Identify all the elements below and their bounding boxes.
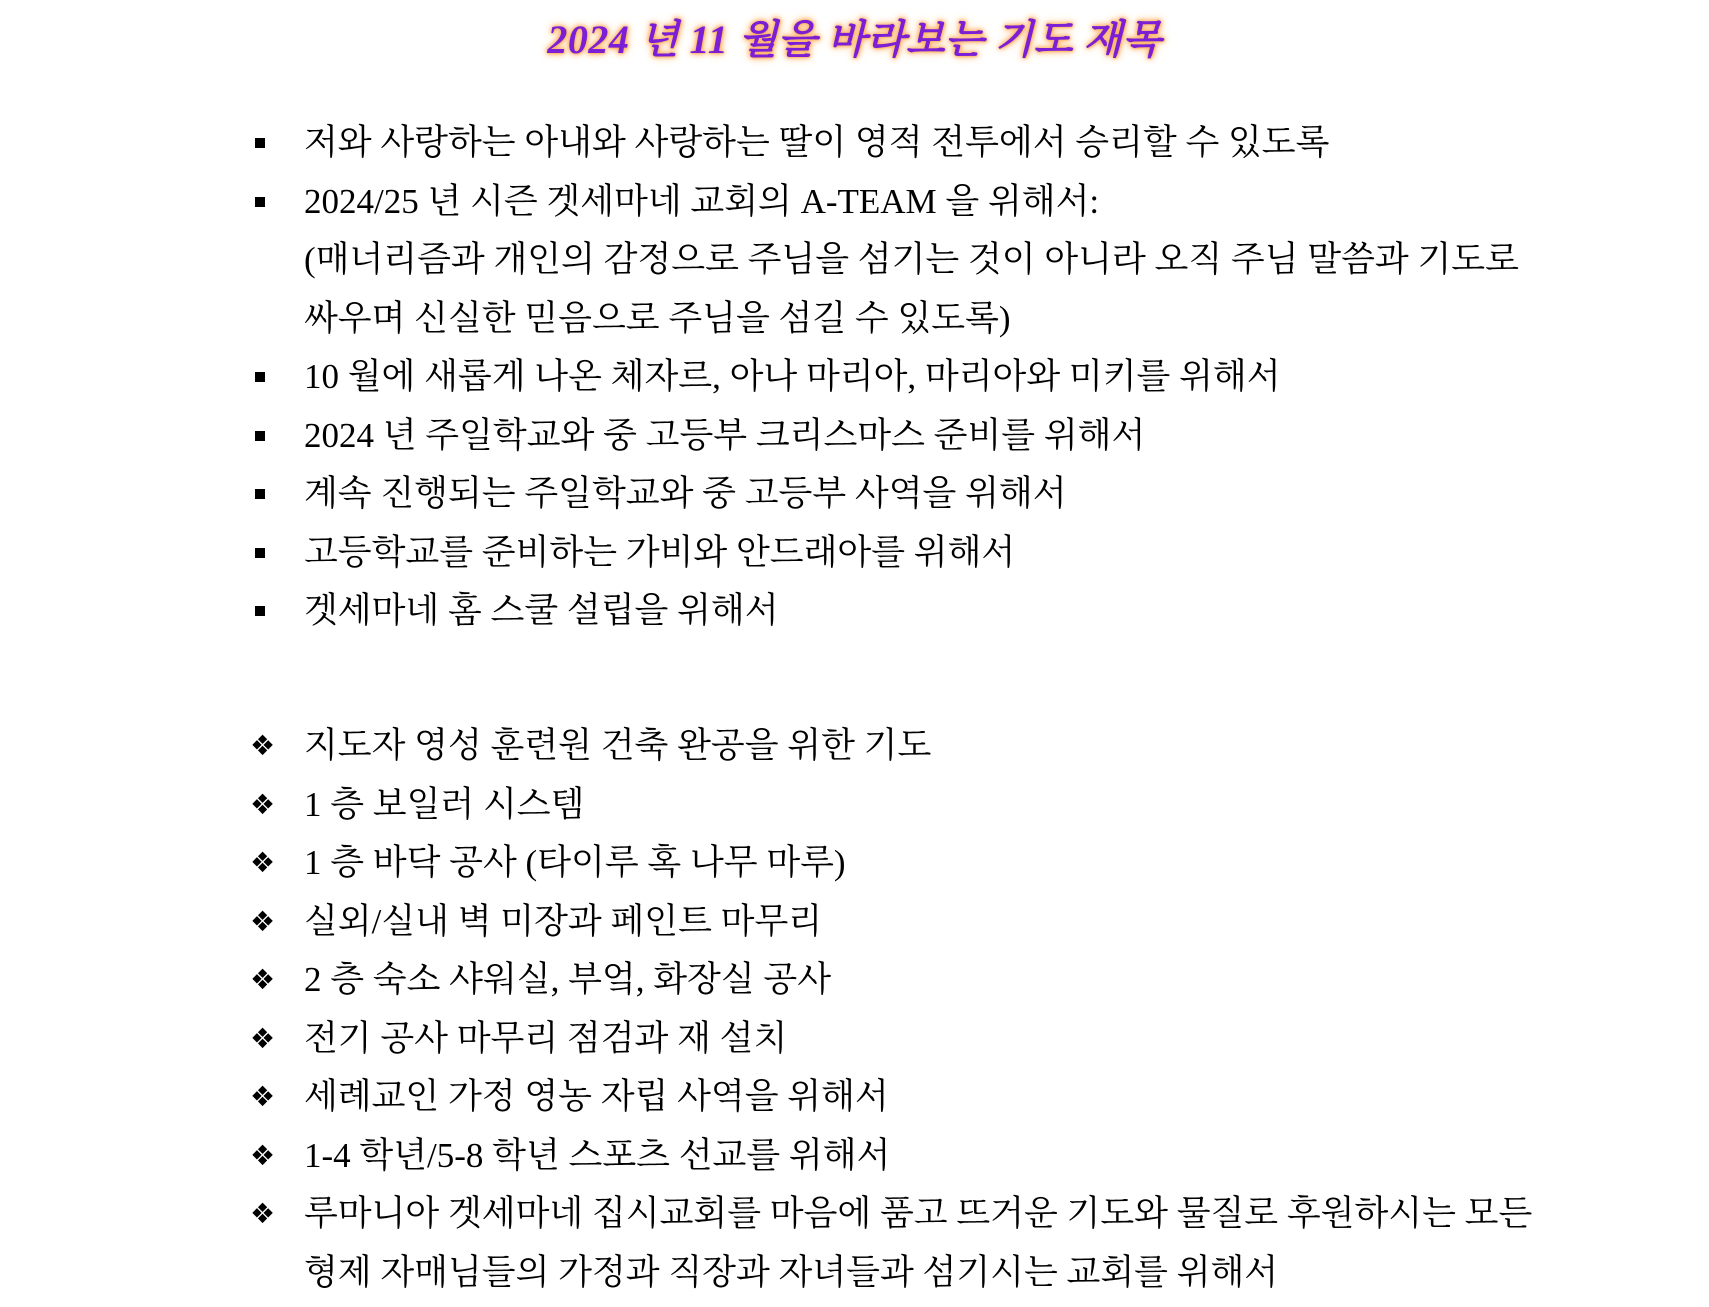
list-item bbox=[252, 524, 1572, 583]
square-bullet-icon bbox=[255, 372, 265, 382]
list-item-line: 10 월에 새롭게 나온 체자르, 아나 마리아, 마리아와 미키를 위해서 bbox=[304, 357, 1281, 396]
list-item-text bbox=[304, 776, 1572, 835]
four-diamond-bullet-icon: ❖ bbox=[250, 846, 276, 880]
list-item-text bbox=[304, 524, 1572, 583]
list-item-line: 2024/25 년 시즌 겟세마네 교회의 A-TEAM 을 위해서: bbox=[304, 181, 1100, 221]
list-item bbox=[252, 1010, 1572, 1069]
list-item-line: 겟세마네 홈 스쿨 설립을 위해서 bbox=[304, 591, 779, 630]
list-item-line: 형제 자매님들의 가정과 직장과 자녀들과 섬기시는 교회를 위해서 bbox=[304, 1252, 1279, 1292]
list-item-text bbox=[304, 1068, 1572, 1127]
four-diamond-bullet-icon bbox=[252, 776, 304, 835]
list-item bbox=[252, 1068, 1572, 1127]
list-item bbox=[252, 1185, 1572, 1302]
list-item-line: 실외/실내 벽 미장과 페인트 마무리 bbox=[304, 901, 823, 941]
four-diamond-bullet-icon: ❖ bbox=[250, 1138, 276, 1172]
page-title: 2024 년 11 월을 바라보는 기도 재목 bbox=[547, 17, 1162, 62]
four-diamond-bullet-icon bbox=[252, 893, 304, 952]
list-item bbox=[252, 348, 1572, 407]
square-bullet-icon bbox=[255, 431, 265, 441]
four-diamond-bullet-icon bbox=[252, 717, 304, 776]
list-item-line: 계속 진행되는 주일학교와 중 고등부 사역을 위해서 bbox=[304, 474, 1067, 513]
list-item bbox=[252, 582, 1572, 641]
square-bullet-icon bbox=[255, 548, 265, 558]
four-diamond-bullet-icon: ❖ bbox=[250, 1197, 276, 1231]
square-bullet-icon bbox=[255, 197, 265, 207]
square-bullet-icon bbox=[252, 348, 304, 407]
four-diamond-bullet-icon: ❖ bbox=[250, 963, 276, 997]
square-bullet-icon bbox=[252, 173, 304, 232]
list-item-line: 1 층 바닥 공사 (타이루 혹 나무 마루) bbox=[304, 843, 846, 882]
list-item-text bbox=[304, 348, 1572, 407]
list-item bbox=[252, 465, 1572, 524]
list-item bbox=[252, 114, 1572, 173]
square-bullet-icon bbox=[255, 138, 265, 148]
square-bullet-icon bbox=[252, 114, 304, 173]
list-item-text bbox=[304, 893, 1572, 952]
square-bullet-icon bbox=[255, 606, 265, 616]
list-item-line: 지도자 영성 훈련원 건축 완공을 위한 기도 bbox=[304, 726, 932, 765]
four-diamond-bullet-icon: ❖ bbox=[250, 729, 276, 763]
list-item-line: 고등학교를 준비하는 가비와 안드래아를 위해서 bbox=[304, 532, 1016, 572]
square-bullet-icon bbox=[252, 524, 304, 583]
list-item-line: 루마니아 겟세마네 집시교회를 마음에 품고 뜨거운 기도와 물질로 후원하시는 모든 bbox=[304, 1194, 1533, 1233]
list-item bbox=[252, 776, 1572, 835]
four-diamond-bullet-icon: ❖ bbox=[250, 787, 276, 821]
prayer-list-personal bbox=[252, 114, 1572, 641]
list-item-line: 싸우며 신실한 믿음으로 주님을 섬길 수 있도록) bbox=[304, 298, 1011, 338]
four-diamond-bullet-icon: ❖ bbox=[250, 1080, 276, 1114]
list-item bbox=[252, 173, 1572, 349]
list-item-text bbox=[304, 1010, 1572, 1069]
list-item-text bbox=[304, 582, 1572, 641]
list-item-text bbox=[304, 834, 1572, 893]
list-item-line: 세례교인 가정 영농 자립 사역을 위해서 bbox=[304, 1077, 889, 1116]
four-diamond-bullet-icon bbox=[252, 1185, 304, 1244]
list-item bbox=[252, 1127, 1572, 1186]
list-item bbox=[252, 893, 1572, 952]
square-bullet-icon bbox=[252, 582, 304, 641]
list-item-text bbox=[304, 1185, 1572, 1302]
list-item-line: (매너리즘과 개인의 감정으로 주님을 섬기는 것이 아니라 오직 주님 말씀과 기도로 bbox=[304, 240, 1519, 279]
square-bullet-icon bbox=[255, 489, 265, 499]
list-item-text bbox=[304, 114, 1572, 173]
list-item-line: 2 층 숙소 샤워실, 부엌, 화장실 공사 bbox=[304, 960, 832, 999]
four-diamond-bullet-icon: ❖ bbox=[250, 904, 276, 938]
four-diamond-bullet-icon bbox=[252, 1127, 304, 1186]
list-item-line: 1 층 보일러 시스템 bbox=[304, 784, 585, 824]
list-item-line: 2024 년 주일학교와 중 고등부 크리스마스 준비를 위해서 bbox=[304, 415, 1146, 455]
list-item-text bbox=[304, 717, 1572, 776]
square-bullet-icon bbox=[252, 465, 304, 524]
list-item-text bbox=[304, 407, 1572, 466]
list-item bbox=[252, 407, 1572, 466]
list-item-text bbox=[304, 1127, 1572, 1186]
list-item-line: 저와 사랑하는 아내와 사랑하는 딸이 영적 전투에서 승리할 수 있도록 bbox=[304, 123, 1330, 162]
four-diamond-bullet-icon: ❖ bbox=[250, 1021, 276, 1055]
list-item bbox=[252, 717, 1572, 776]
prayer-list-building bbox=[252, 717, 1572, 1302]
list-item bbox=[252, 834, 1572, 893]
list-item-text bbox=[304, 173, 1572, 349]
list-item-line: 1-4 학년/5-8 학년 스포츠 선교를 위해서 bbox=[304, 1135, 891, 1175]
square-bullet-icon bbox=[252, 407, 304, 466]
four-diamond-bullet-icon bbox=[252, 1068, 304, 1127]
four-diamond-bullet-icon bbox=[252, 951, 304, 1010]
list-item-text bbox=[304, 951, 1572, 1010]
list-item bbox=[252, 951, 1572, 1010]
list-item-text bbox=[304, 465, 1572, 524]
four-diamond-bullet-icon bbox=[252, 834, 304, 893]
four-diamond-bullet-icon bbox=[252, 1010, 304, 1069]
list-item-line: 전기 공사 마무리 점검과 재 설치 bbox=[304, 1018, 788, 1058]
